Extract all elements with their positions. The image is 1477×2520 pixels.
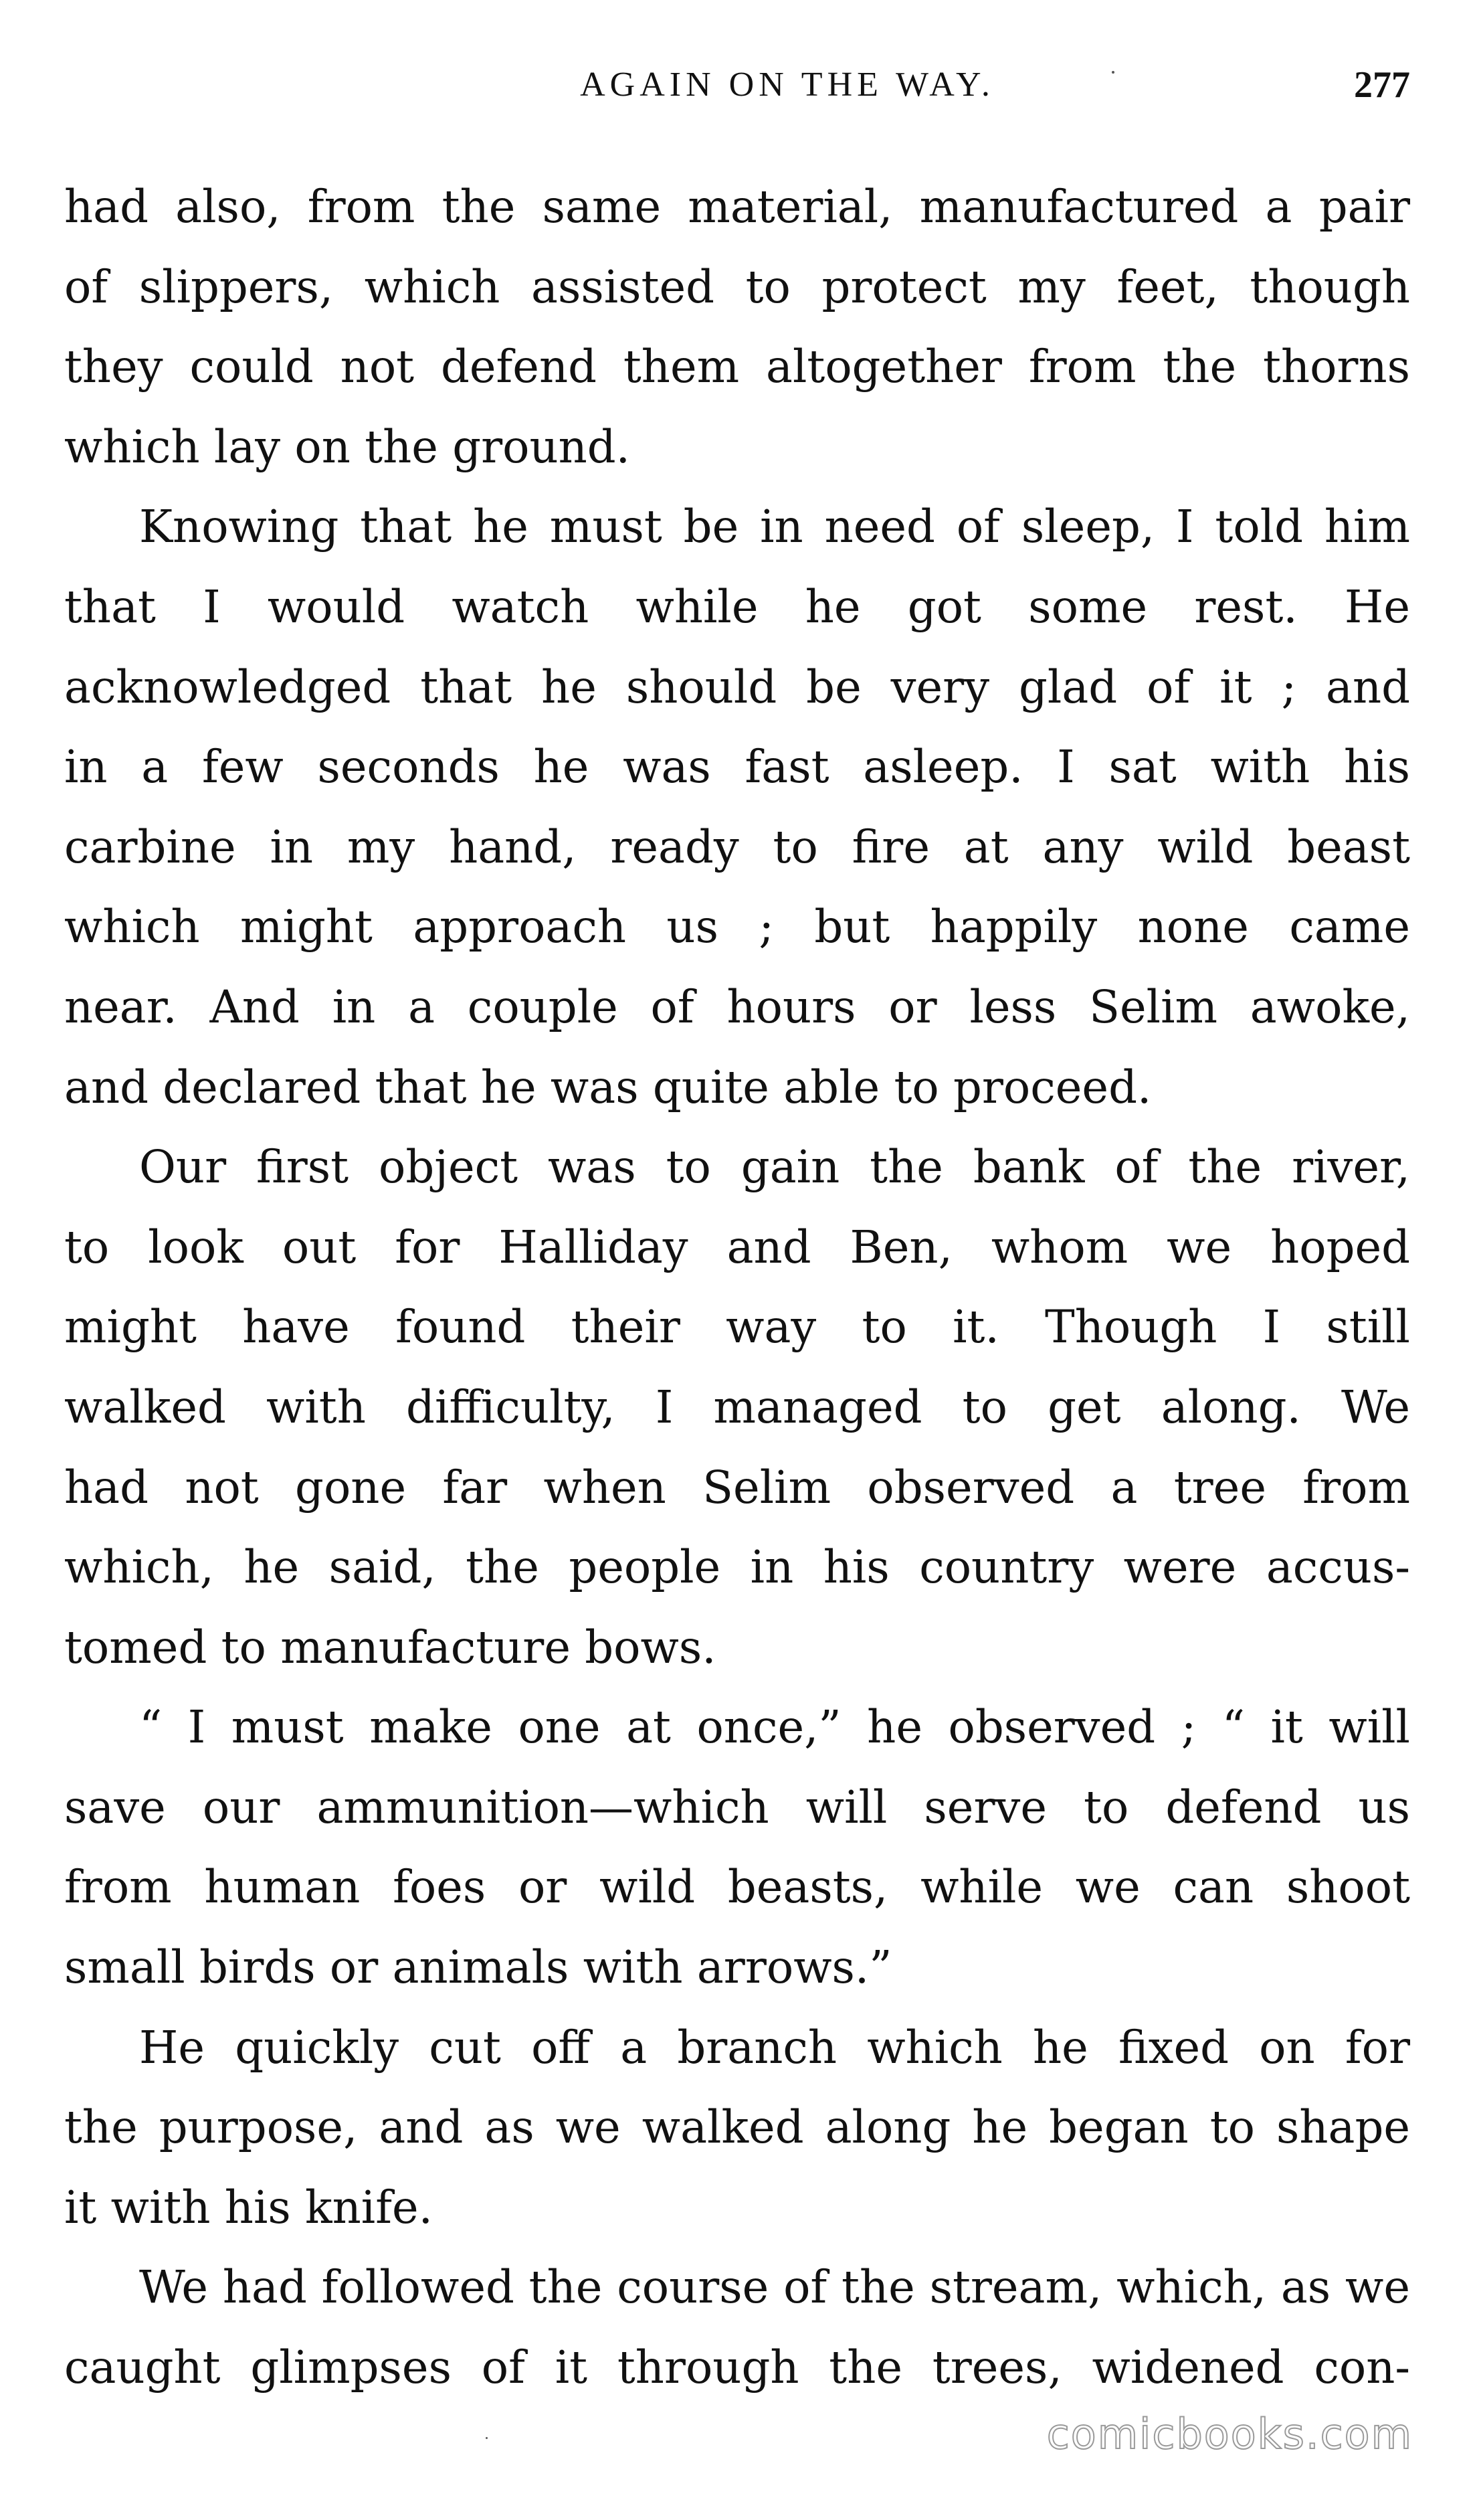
text-line: and declared that he was quite able to proceed. bbox=[64, 1061, 1152, 1113]
text-line: Our first object was to gain the bank of the river, bbox=[139, 1141, 1410, 1194]
text-line: might have found their way to it. Though I still bbox=[64, 1301, 1410, 1354]
watermark-logo: comicbooks.com bbox=[1046, 2410, 1413, 2458]
text-line: “ I must make one at once,” he observed ; “ it will bbox=[139, 1701, 1410, 1754]
text-line: had also, from the same material, manufactured a pair bbox=[64, 181, 1410, 233]
text-line: We had followed the course of the stream, which, as we bbox=[139, 2261, 1410, 2314]
text-line: they could not defend them altogether from the thorns bbox=[64, 341, 1410, 393]
text-line: acknowledged that he should be very glad of it ; and bbox=[64, 660, 1410, 713]
text-line: it with his knife. bbox=[64, 2181, 433, 2234]
body-text bbox=[64, 167, 1410, 2408]
page-number: 277 bbox=[1354, 64, 1410, 106]
running-head bbox=[64, 55, 1410, 115]
text-line: carbine in my hand, ready to fire at any wild beast bbox=[64, 820, 1410, 873]
print-speck bbox=[1112, 71, 1114, 74]
text-line: He quickly cut off a branch which he fixed on for bbox=[139, 2021, 1410, 2074]
text-line: small birds or animals with arrows.” bbox=[64, 1941, 892, 1994]
text-line: walked with difficulty, I managed to get along. We bbox=[64, 1380, 1410, 1433]
text-line: to look out for Halliday and Ben, whom we hoped bbox=[64, 1221, 1410, 1273]
text-line: had not gone far when Selim observed a tree from bbox=[64, 1461, 1410, 1514]
text-line: which lay on the ground. bbox=[64, 420, 630, 473]
text-line: save our ammunition—which will serve to defend us bbox=[64, 1781, 1410, 1833]
text-line: that I would watch while he got some rest. He bbox=[64, 580, 1410, 633]
text-line: caught glimpses of it through the trees, widened con- bbox=[64, 2341, 1410, 2394]
text-line: in a few seconds he was fast asleep. I sat with his bbox=[64, 741, 1410, 794]
text-line: which, he said, the people in his country were accus- bbox=[64, 1541, 1410, 1594]
text-line: near. And in a couple of hours or less Selim awoke, bbox=[64, 980, 1410, 1033]
running-title: AGAIN ON THE WAY. bbox=[580, 66, 995, 104]
text-line: Knowing that he must be in need of sleep, I told him bbox=[139, 501, 1410, 553]
print-speck bbox=[486, 2437, 488, 2439]
text-line: which might approach us ; but happily none came bbox=[64, 901, 1410, 954]
text-line: of slippers, which assisted to protect my feet, though bbox=[64, 260, 1410, 313]
text-line: the purpose, and as we walked along he began to shape bbox=[64, 2101, 1410, 2154]
text-line: tomed to manufacture bows. bbox=[64, 1621, 716, 1674]
text-line: from human foes or wild beasts, while we can shoot bbox=[64, 1861, 1410, 1914]
